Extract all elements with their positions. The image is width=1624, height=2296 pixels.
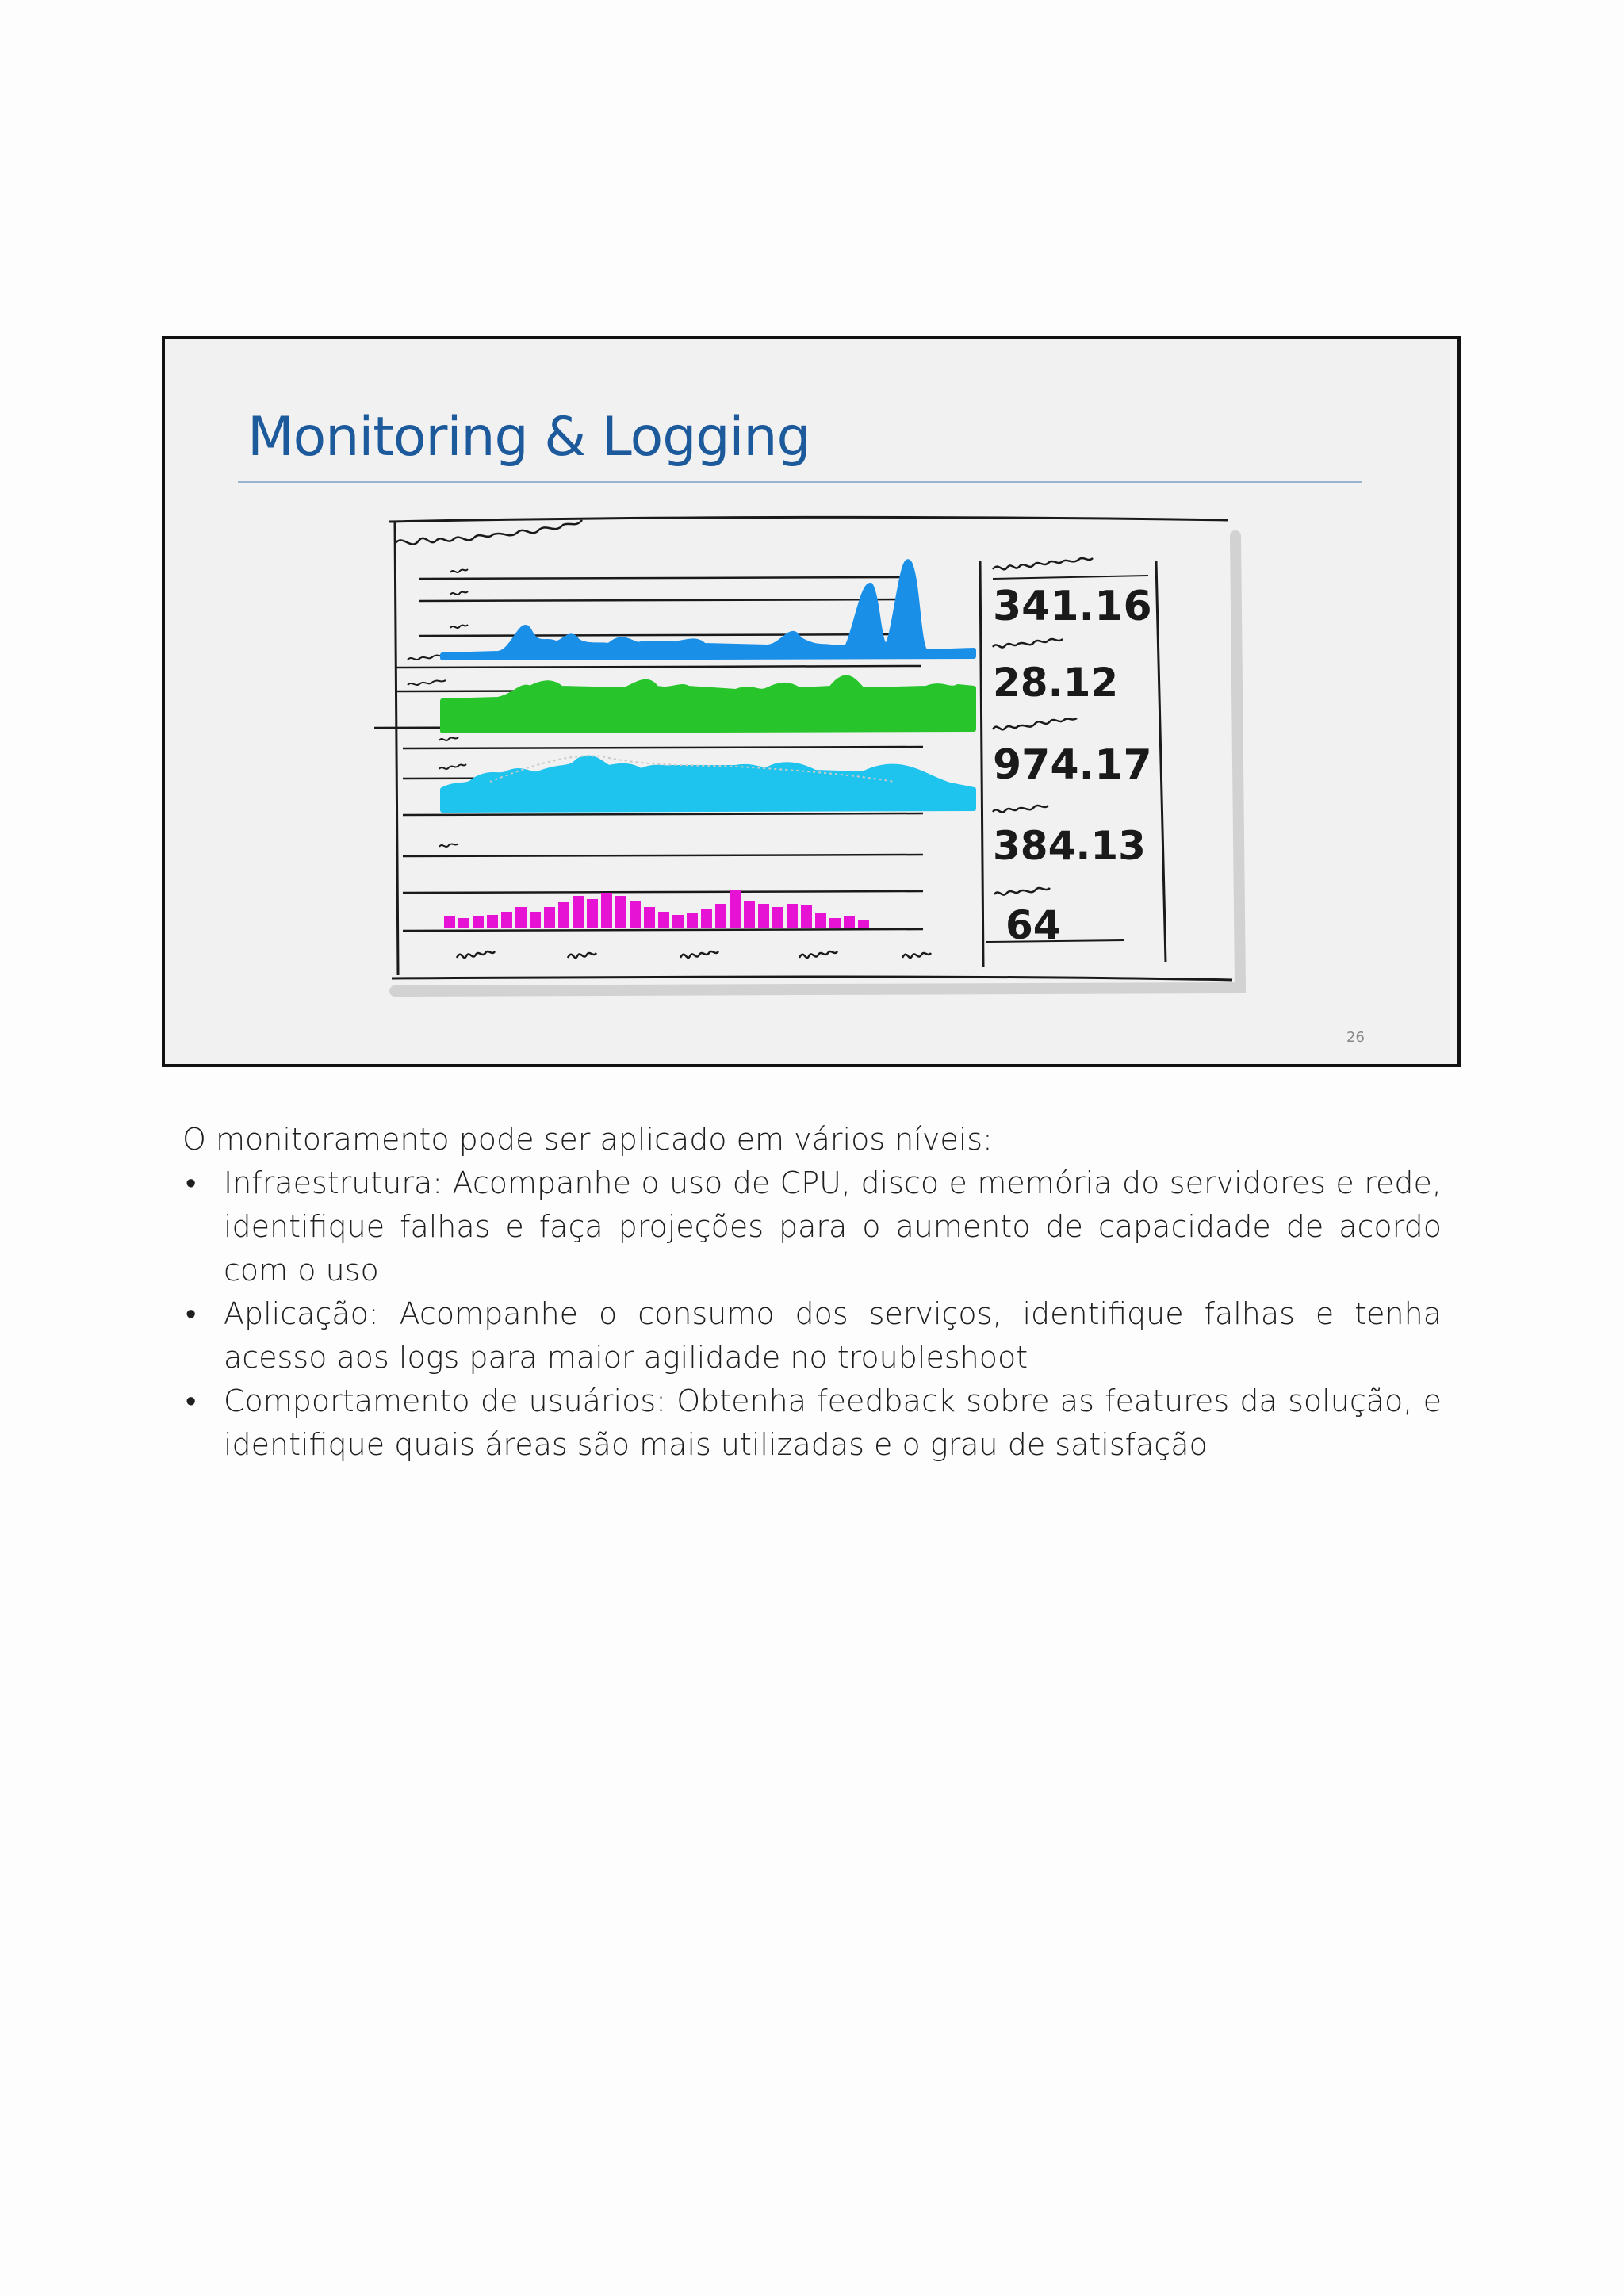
metric-value-3: 974.17 <box>993 741 1152 789</box>
sketch-frame <box>389 517 1228 522</box>
sketch-header-scribble <box>395 520 582 545</box>
metric-value-5: 64 <box>1005 902 1061 948</box>
title-divider <box>238 481 1362 483</box>
document-body <box>182 1118 1442 1467</box>
bullet-text: Comportamento de usuários: Obtenha feedback sobre as features da solução, e identifique quais áreas são mais utilizadas e o grau de satisfação <box>224 1383 1442 1462</box>
bullet-marker: • <box>186 1165 197 1200</box>
bullet-marker: • <box>186 1296 197 1331</box>
sketch-series-blue <box>442 561 974 658</box>
bullet-item <box>182 1292 1442 1380</box>
slide-title: Monitoring & Logging <box>247 406 810 469</box>
bullet-marker: • <box>186 1383 197 1418</box>
metric-value-4: 384.13 <box>993 823 1146 869</box>
bullet-text: Aplicação: Acompanhe o consumo dos serviços, identifique falhas e tenha acesso aos logs para maior agilidade no troubleshoot <box>224 1296 1442 1375</box>
bullet-list <box>182 1161 1442 1467</box>
metric-value-1: 341.16 <box>993 583 1152 630</box>
bullet-item <box>182 1380 1442 1467</box>
intro-paragraph: O monitoramento pode ser aplicado em vários níveis: <box>182 1122 993 1157</box>
sketch-series-green <box>442 678 974 731</box>
dashboard-sketch-illustration <box>371 512 1275 1004</box>
bullet-item <box>182 1161 1442 1292</box>
slide-page-number: 26 <box>1346 1029 1365 1046</box>
bullet-text: Infraestrutura: Acompanhe o uso de CPU, disco e memória do servidores e rede, identifique falhas e faça projeções para o aumento de capacidade de acordo com o uso <box>224 1165 1442 1288</box>
sketch-series-magenta-bars <box>444 890 869 928</box>
metric-value-2: 28.12 <box>993 660 1119 706</box>
slide-frame <box>162 336 1461 1067</box>
